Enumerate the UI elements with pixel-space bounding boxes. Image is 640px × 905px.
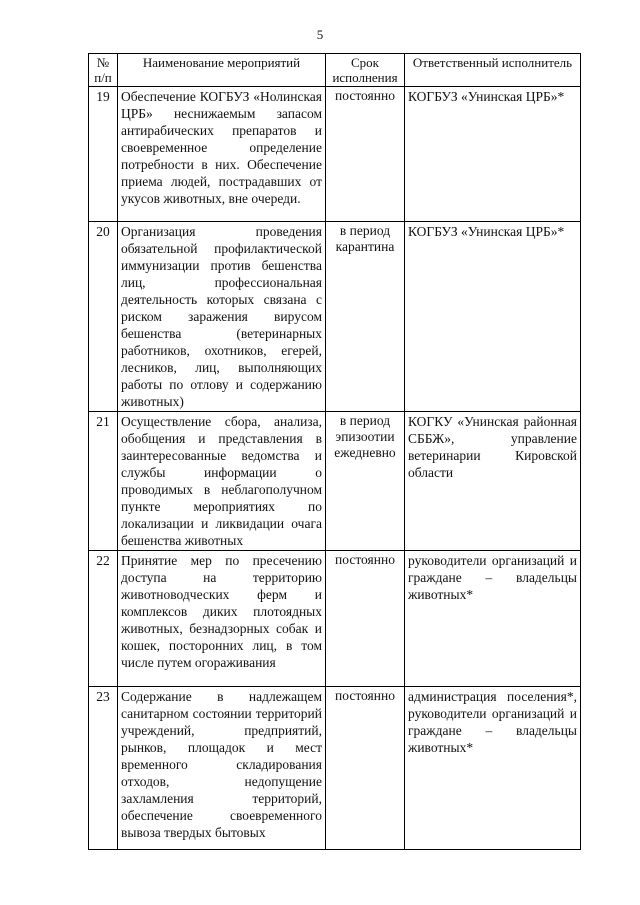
cell-term: в период эпизоотии ежедневно	[326, 412, 405, 551]
cell-term: постоянно	[326, 87, 405, 222]
cell-term: постоянно	[326, 687, 405, 850]
table-header	[89, 54, 581, 87]
cell-num: 21	[89, 412, 118, 551]
cell-name: Принятие мер по пресечению доступа на территорию животноводческих ферм и комплексов диких плотоядных животных, безнадзорных собак и кошек, посторонних лиц, в том числе путем огораживания	[118, 551, 326, 687]
cell-name: Организация проведения обязательной профилактической иммунизации против бешенства лиц, профессиональная деятельность которых связана с риском заражения вирусом бешенства (ветеринарных работников, охотников, егерей, лесников, лиц, выполняющих работы по отлову и содержанию животных)	[118, 222, 326, 412]
page-number: 5	[316, 27, 324, 42]
cell-resp: КОГБУЗ «Унинская ЦРБ»*	[405, 222, 581, 412]
table-row	[89, 87, 581, 222]
table-row	[89, 687, 581, 850]
header-resp: Ответственный исполнитель	[405, 54, 581, 87]
cell-term: постоянно	[326, 551, 405, 687]
cell-resp: КОГБУЗ «Унинская ЦРБ»*	[405, 87, 581, 222]
table-row	[89, 551, 581, 687]
header-num: № п/п	[89, 54, 118, 87]
cell-resp: КОГКУ «Унинская районная СББЖ», управление ветеринарии Кировской области	[405, 412, 581, 551]
table-row	[89, 222, 581, 412]
header-name: Наименование мероприятий	[118, 54, 326, 87]
cell-num: 22	[89, 551, 118, 687]
cell-name: Обеспечение КОГБУЗ «Нолинская ЦРБ» неснижаемым запасом антирабических препаратов и своевременное определение потребности в них. Обеспечение приема людей, пострадавших от укусов животных, вне очереди.	[118, 87, 326, 222]
cell-resp: руководители организаций и граждане – владельцы животных*	[405, 551, 581, 687]
table-row	[89, 412, 581, 551]
header-term: Срок исполнения	[326, 54, 405, 87]
cell-term: в период карантина	[326, 222, 405, 412]
cell-resp: администрация поселения*, руководители организаций и граждане – владельцы животных*	[405, 687, 581, 850]
cell-num: 23	[89, 687, 118, 850]
events-table	[88, 53, 581, 850]
cell-name: Осуществление сбора, анализа, обобщения и представления в заинтересованные ведомства и службы информации о проводимых в неблагополучном пункте мероприятиях по локализации и ликвидации очага бешенства животных	[118, 412, 326, 551]
cell-num: 19	[89, 87, 118, 222]
cell-name: Содержание в надлежащем санитарном состоянии территорий учреждений, предприятий, рынков, площадок и мест временного складирования отходов, недопущение захламления территорий, обеспечение своевременного вывоза твердых бытовых	[118, 687, 326, 850]
cell-num: 20	[89, 222, 118, 412]
